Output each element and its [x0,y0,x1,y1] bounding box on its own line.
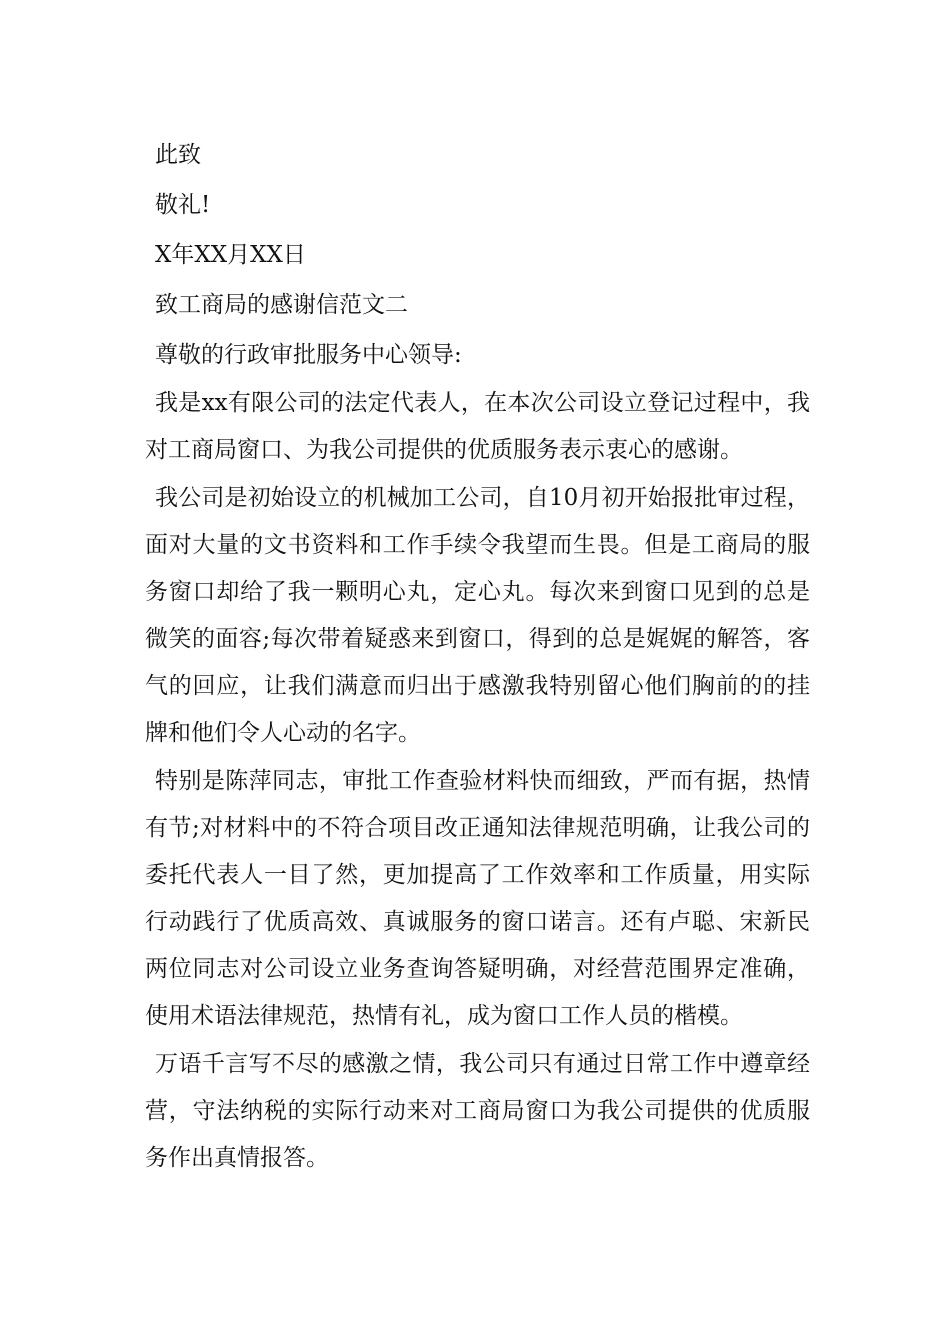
paragraph: 我是xx有限公司的法定代表人，在本次公司设立登记过程中，我对工商局窗口、为我公司提供的优质服务表示衷心的感谢。 [145,390,810,463]
paragraph: 我公司是初始设立的机械加工公司，自10月初开始报批审过程，面对大量的文书资料和工作手续令我望而生畏。但是工商局的服务窗口却给了我一颗明心丸，定心丸。每次来到窗口见到的总是微笑的面容;每次带着疑惑来到窗口，得到的总是娓娓的解答，客气的回应，让我们满意而归出于感激我特别留心他们胸前的的挂牌和他们令人心动的名字。 [145,485,810,746]
letter-body [145,130,810,1183]
date-line: X年XX月XX日 [155,242,306,268]
salute-line: 敬礼! [155,192,211,218]
greeting-line: 尊敬的行政审批服务中心领导: [155,342,462,368]
paragraph: 特别是陈萍同志，审批工作查验材料快而细致，严而有据，热情有节;对材料中的不符合项目改正通知法律规范明确，让我公司的委托代表人一目了然，更加提高了工作效率和工作质量，用实际行动践行了优质高效、真诚服务的窗口诺言。还有卢聪、宋新民两位同志对公司设立业务查询答疑明确，对经营范围界定准确，使用术语法律规范，热情有礼，成为窗口工作人员的楷模。 [145,768,810,1029]
paragraph: 万语千言写不尽的感激之情，我公司只有通过日常工作中遵章经营，守法纳税的实际行动来对工商局窗口为我公司提供的优质服务作出真情报答。 [145,1051,810,1171]
section-title: 致工商局的感谢信范文二 [155,292,408,318]
closing-line: 此致 [155,142,201,168]
